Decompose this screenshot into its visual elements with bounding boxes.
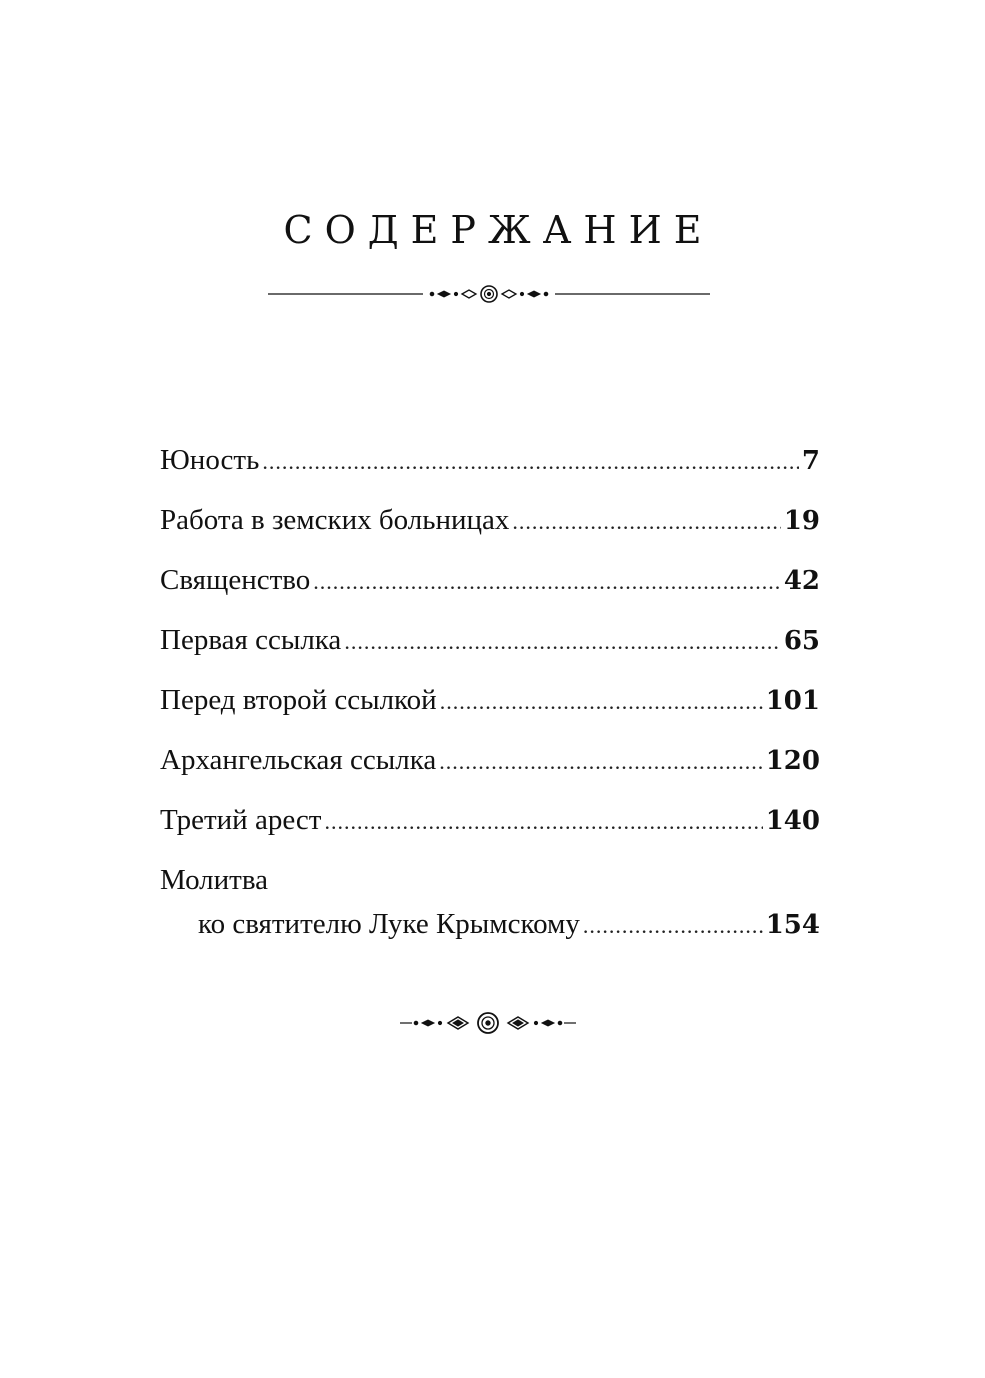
toc-dot-leader	[583, 904, 763, 948]
page-title: СОДЕРЖАНИЕ	[283, 208, 714, 252]
toc-entry-title: Молитва	[160, 864, 269, 896]
toc-entry	[160, 678, 820, 738]
toc-dot-leader	[344, 620, 781, 664]
toc-page-number: 42	[783, 566, 820, 596]
toc-page-number: 19	[783, 506, 820, 536]
toc-page-number: 154	[765, 910, 820, 940]
toc-dot-leader	[512, 500, 780, 544]
table-of-contents	[160, 438, 820, 938]
toc-entry-title: Работа в земских больницах	[160, 504, 510, 536]
toc-page-number: 101	[765, 686, 820, 716]
toc-entry	[160, 558, 820, 618]
toc-entry	[160, 798, 820, 858]
toc-dot-leader	[262, 440, 799, 484]
toc-entry-title-continued: ко святителю Луке Крымскому	[198, 908, 580, 940]
toc-entry-title: Первая ссылка	[160, 624, 342, 656]
toc-dot-leader	[313, 560, 781, 604]
toc-dot-leader	[439, 740, 762, 784]
toc-entry	[160, 618, 820, 678]
toc-entry-title: Юность	[160, 444, 260, 476]
toc-entry-title: Архангельская ссылка	[160, 744, 437, 776]
toc-dot-leader	[324, 800, 762, 844]
toc-page-number: 7	[801, 446, 820, 476]
toc-page-number: 120	[765, 746, 820, 776]
toc-page-number: 65	[783, 626, 820, 656]
toc-page-number: 140	[765, 806, 820, 836]
toc-entry-title: Перед второй ссылкой	[160, 684, 437, 716]
toc-dot-leader	[440, 680, 763, 724]
toc-entry	[160, 858, 820, 938]
top-ornament-icon	[268, 280, 710, 308]
toc-entry-title: Священство	[160, 564, 311, 596]
toc-entry	[160, 738, 820, 798]
bottom-ornament-icon	[398, 1008, 578, 1038]
toc-entry	[160, 438, 820, 498]
toc-entry-title: Третий арест	[160, 804, 322, 836]
toc-entry	[160, 498, 820, 558]
